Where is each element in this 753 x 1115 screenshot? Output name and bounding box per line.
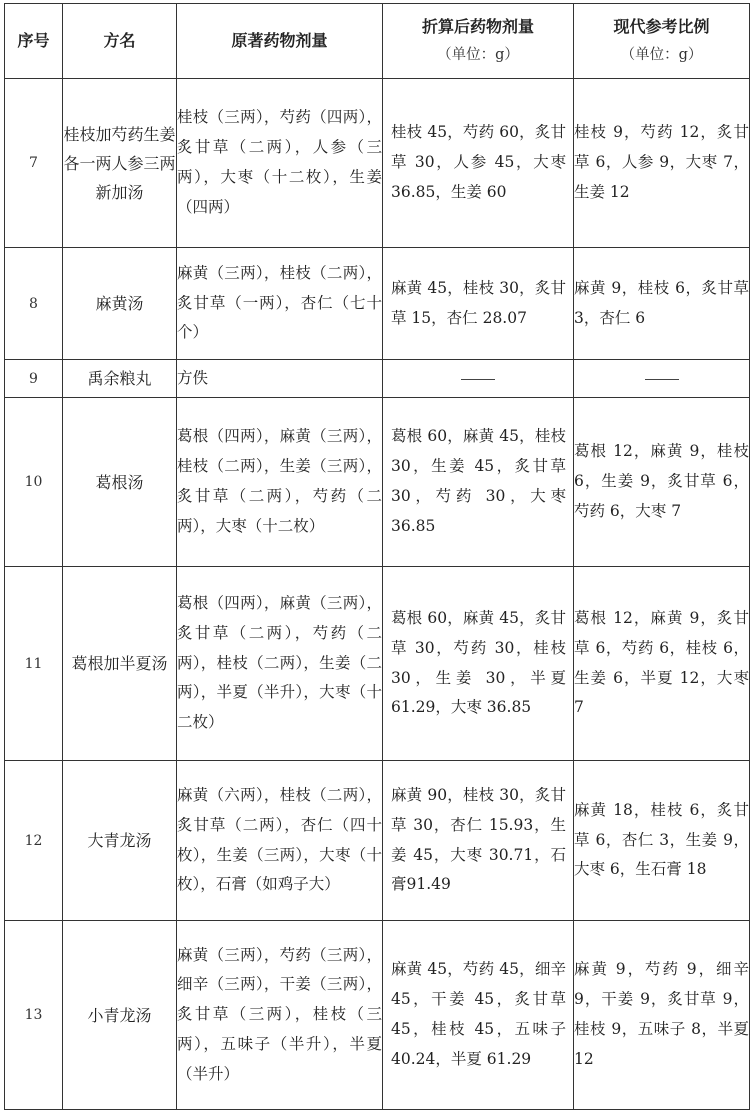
original-dosage: 桂枝（三两），芍药（四两），炙甘草（二两），人参（三两），大枣（十二枚），生姜（四两） — [177, 79, 383, 248]
row-number: 10 — [5, 398, 63, 567]
header-original: 原著药物剂量 — [177, 4, 383, 79]
modern-ratio: 葛根 12，麻黄 9，炙甘草 6，芍药 6，桂枝 6，生姜 6，半夏 12，大枣 7 — [574, 567, 750, 761]
header-converted-unit: （单位：g） — [437, 47, 519, 63]
row-number: 9 — [5, 360, 63, 398]
converted-dosage: 麻黄 45，桂枝 30，炙甘草 15，杏仁 28.07 — [383, 248, 574, 360]
modern-ratio: 桂枝 9，芍药 12，炙甘草 6，人参 9，大枣 7，生姜 12 — [574, 79, 750, 248]
original-dosage: 麻黄（三两），桂枝（二两），炙甘草（一两），杏仁（七十个） — [177, 248, 383, 360]
header-modern-label: 现代参考比例 — [613, 17, 710, 36]
header-name: 方名 — [63, 4, 177, 79]
original-dosage: 葛根（四两），麻黄（三两），炙甘草（二两），芍药（二两），桂枝（二两），生姜（二两），半夏（半升），大枣（十二枚） — [177, 567, 383, 761]
converted-dosage: 葛根 60，麻黄 45，桂枝 30，生姜 45，炙甘草 30，芍药 30，大枣 36.85 — [383, 398, 574, 567]
original-dosage: 葛根（四两），麻黄（三两），桂枝（二两），生姜（三两），炙甘草（二两），芍药（二两），大枣（十二枚） — [177, 398, 383, 567]
formula-name: 麻黄汤 — [63, 248, 177, 360]
modern-dash — [645, 379, 679, 380]
modern-ratio: 麻黄 18，桂枝 6，炙甘草 6，杏仁 3，生姜 9，大枣 6，生石膏 18 — [574, 761, 750, 921]
converted-dosage: 麻黄 45，芍药 45，细辛 45，干姜 45，炙甘草 45，桂枝 45，五味子 40.24，半夏 61.29 — [383, 921, 574, 1110]
converted-dosage: 麻黄 90，桂枝 30，炙甘草 30，杏仁 15.93，生姜 45，大枣 30.71，石膏91.49 — [383, 761, 574, 921]
table-row — [5, 761, 750, 921]
header-row — [5, 4, 750, 79]
row-number: 11 — [5, 567, 63, 761]
header-modern-unit: （单位：g） — [620, 47, 703, 63]
header-converted-label: 折算后药物剂量 — [421, 17, 534, 36]
table-row — [5, 360, 750, 398]
formula-name: 禹余粮丸 — [63, 360, 177, 398]
original-dosage: 麻黄（六两），桂枝（二两），炙甘草（二两），杏仁（四十枚），生姜（三两），大枣（十枚），石膏（如鸡子大） — [177, 761, 383, 921]
row-number: 8 — [5, 248, 63, 360]
converted-dosage: 葛根 60，麻黄 45，炙甘草 30，芍药 30，桂枝 30，生姜 30，半夏 61.29，大枣 36.85 — [383, 567, 574, 761]
header-converted — [383, 4, 574, 79]
modern-ratio: 麻黄 9，桂枝 6，炙甘草 3，杏仁 6 — [574, 248, 750, 360]
formula-name: 桂枝加芍药生姜各一两人参三两新加汤 — [63, 79, 177, 248]
modern-ratio: 麻黄 9，芍药 9，细辛 9，干姜 9，炙甘草 9，桂枝 9，五味子 8，半夏 12 — [574, 921, 750, 1110]
row-number: 12 — [5, 761, 63, 921]
converted-dash — [461, 379, 495, 380]
header-no: 序号 — [5, 4, 63, 79]
converted-dosage: 桂枝 45，芍药 60，炙甘草 30，人参 45，大枣 36.85，生姜 60 — [383, 79, 574, 248]
table-row — [5, 248, 750, 360]
modern-ratio — [574, 360, 750, 398]
formula-name: 大青龙汤 — [63, 761, 177, 921]
original-dosage: 方佚 — [177, 360, 383, 398]
table-row — [5, 398, 750, 567]
converted-dosage — [383, 360, 574, 398]
formula-name: 小青龙汤 — [63, 921, 177, 1110]
formula-name: 葛根加半夏汤 — [63, 567, 177, 761]
table-row — [5, 79, 750, 248]
header-modern — [574, 4, 750, 79]
modern-ratio: 葛根 12，麻黄 9，桂枝 6，生姜 9，炙甘草 6，芍药 6，大枣 7 — [574, 398, 750, 567]
table-row — [5, 921, 750, 1110]
original-dosage: 麻黄（三两），芍药（三两），细辛（三两），干姜（三两），炙甘草（三两），桂枝（三两），五味子（半升），半夏（半升） — [177, 921, 383, 1110]
table-row — [5, 567, 750, 761]
formula-name: 葛根汤 — [63, 398, 177, 567]
row-number: 7 — [5, 79, 63, 248]
row-number: 13 — [5, 921, 63, 1110]
formula-dosage-table — [4, 3, 750, 1110]
